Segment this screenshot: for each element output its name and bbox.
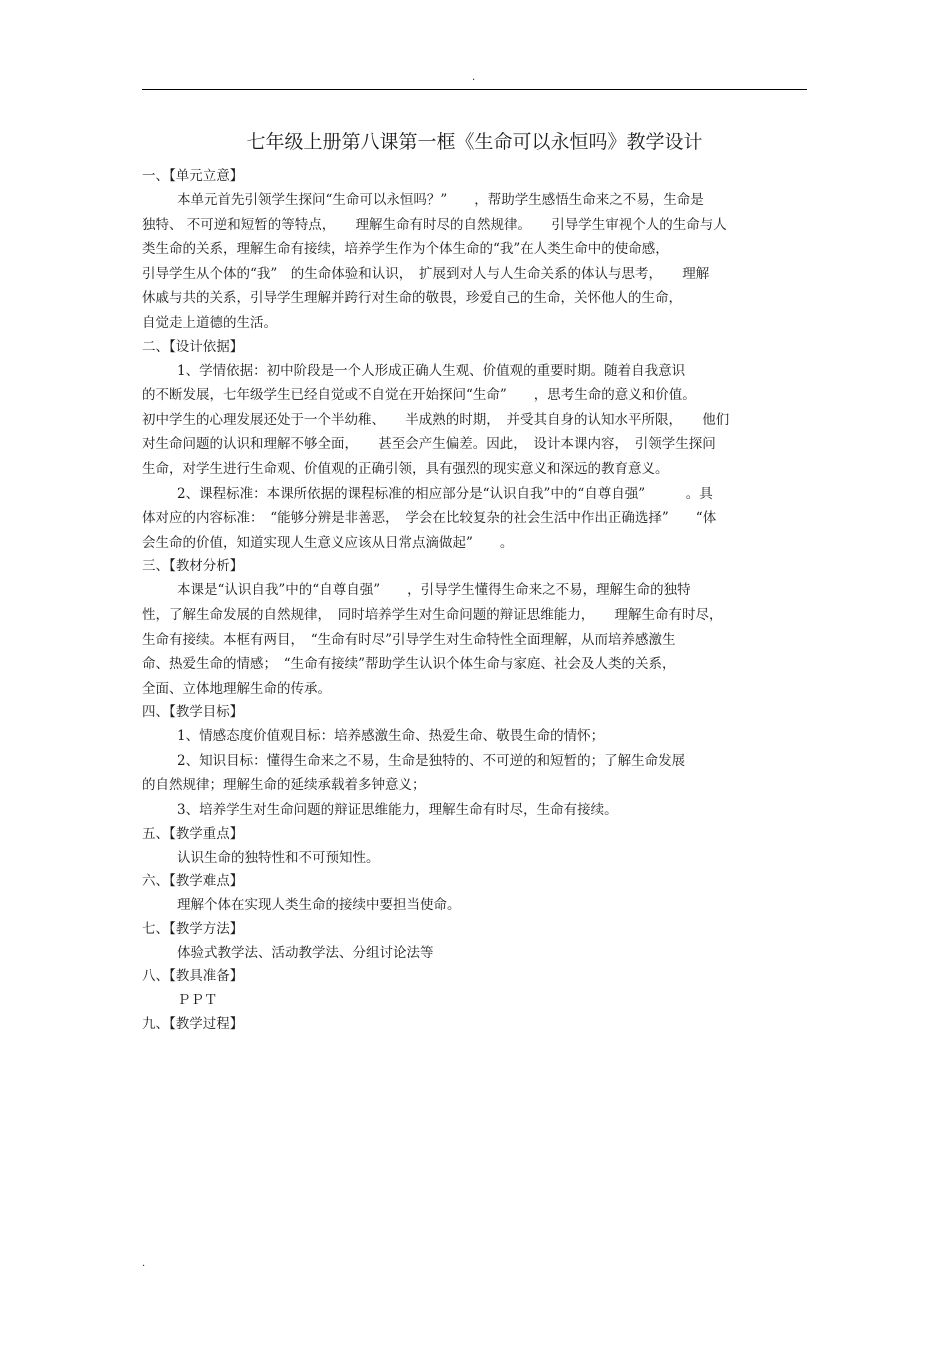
text-line: 1、学情依据：初中阶段是一个人形成正确人生观、价值观的重要时期。随着自我意识	[177, 362, 686, 379]
text-line: 的自然规律；理解生命的延续承载着多钟意义；	[142, 777, 426, 794]
section-heading: 六、【教学难点】	[142, 873, 244, 890]
section-heading: 八、【教具准备】	[142, 968, 244, 985]
header-rule	[142, 89, 807, 90]
text-line: 1、情感态度价值观目标：培养感激生命、热爱生命、敬畏生命的情怀；	[177, 728, 605, 745]
text-line: 会生命的价值，知道实现人生意义应该从日常点滴做起” 。	[142, 534, 514, 551]
section-heading: 三、【教材分析】	[142, 558, 244, 575]
text-line: 自觉走上道德的生活。	[142, 314, 277, 331]
text-line: 类生命的关系，理解生命有接续，培养学生作为个体生命的“我”在人类生命中的使命感，	[142, 241, 669, 258]
section-heading: 九、【教学过程】	[142, 1016, 244, 1033]
text-line: 2、知识目标：懂得生命来之不易，生命是独特的、不可逆的和短暂的；了解生命发展	[177, 752, 686, 769]
text-line: 生命有接续。本框有两目， “生命有时尽”引导学生对生命特性全面理解，从而培养感激生	[142, 631, 676, 648]
document-title: 七年级上册第八课第一框《生命可以永恒吗》教学设计	[246, 131, 703, 153]
section-paragraph	[142, 846, 810, 871]
section-paragraph	[142, 578, 810, 701]
text-line: 本单元首先引领学生探问“生命可以永恒吗？” ，帮助学生感悟生命来之不易，生命是	[177, 192, 704, 208]
footer-dot: .	[142, 1258, 146, 1269]
text-line: 认识生命的独特性和不可预知性。	[177, 849, 380, 866]
text-line: 休戚与共的关系，引导学生理解并跨行对生命的敬畏，珍爱自己的生命，关怀他人的生命，	[142, 290, 682, 307]
section-heading: 四、【教学目标】	[142, 704, 244, 721]
section-paragraph	[142, 893, 810, 918]
text-line: 2、课程标准：本课所依据的课程标准的相应部分是“认识自我”中的“自尊自强” 。具	[177, 485, 713, 502]
section-heading: 一、【单元立意】	[142, 168, 244, 184]
header-dot: .	[472, 72, 476, 83]
section-paragraph	[142, 188, 810, 336]
text-line: 生命，对学生进行生命观、价值观的正确引领，具有强烈的现实意义和深远的教育意义。	[142, 460, 669, 477]
document-body	[142, 165, 810, 1036]
text-line: 引导学生从个体的“我” 的生命体验和认识， 扩展到对人与人生命关系的体认与思考， 理解	[142, 265, 710, 282]
text-line: ＰＰＴ	[177, 992, 218, 1009]
text-line: 体验式教学法、活动教学法、分组讨论法等	[177, 944, 434, 961]
text-line: 3、培养学生对生命问题的辩证思维能力，理解生命有时尽，生命有接续。	[177, 802, 618, 819]
section-heading: 七、【教学方法】	[142, 920, 244, 937]
text-line: 理解个体在实现人类生命的接续中要担当使命。	[177, 897, 461, 914]
text-line: 初中学生的心理发展还处于一个半幼稚、 半成熟的时期， 并受其自身的认知水平所限， 他们	[142, 411, 730, 428]
text-line: 全面、立体地理解生命的传承。	[142, 680, 331, 697]
text-line: 独特、 不可逆和短暂的等特点， 理解生命有时尽的自然规律。 引导学生审视个人的生命与人	[142, 216, 727, 233]
text-line: 命、热爱生命的情感； “生命有接续”帮助学生认识个体生命与家庭、社会及人类的关系，	[142, 656, 676, 673]
section-paragraph	[142, 724, 810, 822]
text-line: 本课是“认识自我”中的“自尊自强” ，引导学生懂得生命来之不易，理解生命的独特	[177, 582, 691, 599]
section-heading: 五、【教学重点】	[142, 825, 244, 842]
text-line: 体对应的内容标准： “能够分辨是非善恶， 学会在比较复杂的社会生活中作出正确选择” “体	[142, 510, 717, 527]
section-paragraph	[142, 359, 810, 556]
section-heading: 二、【设计依据】	[142, 338, 244, 355]
section-paragraph	[142, 988, 810, 1013]
text-line: 的不断发展，七年级学生已经自觉或不自觉在开始探问“生命” ，思考生命的意义和价值。	[142, 387, 696, 404]
text-line: 性，了解生命发展的自然规律， 同时培养学生对生命问题的辩证思维能力， 理解生命有时尽，	[142, 606, 723, 623]
section-paragraph	[142, 941, 810, 966]
text-line: 对生命问题的认识和理解不够全面， 甚至会产生偏差。因此， 设计本课内容， 引领学生探问	[142, 436, 716, 453]
